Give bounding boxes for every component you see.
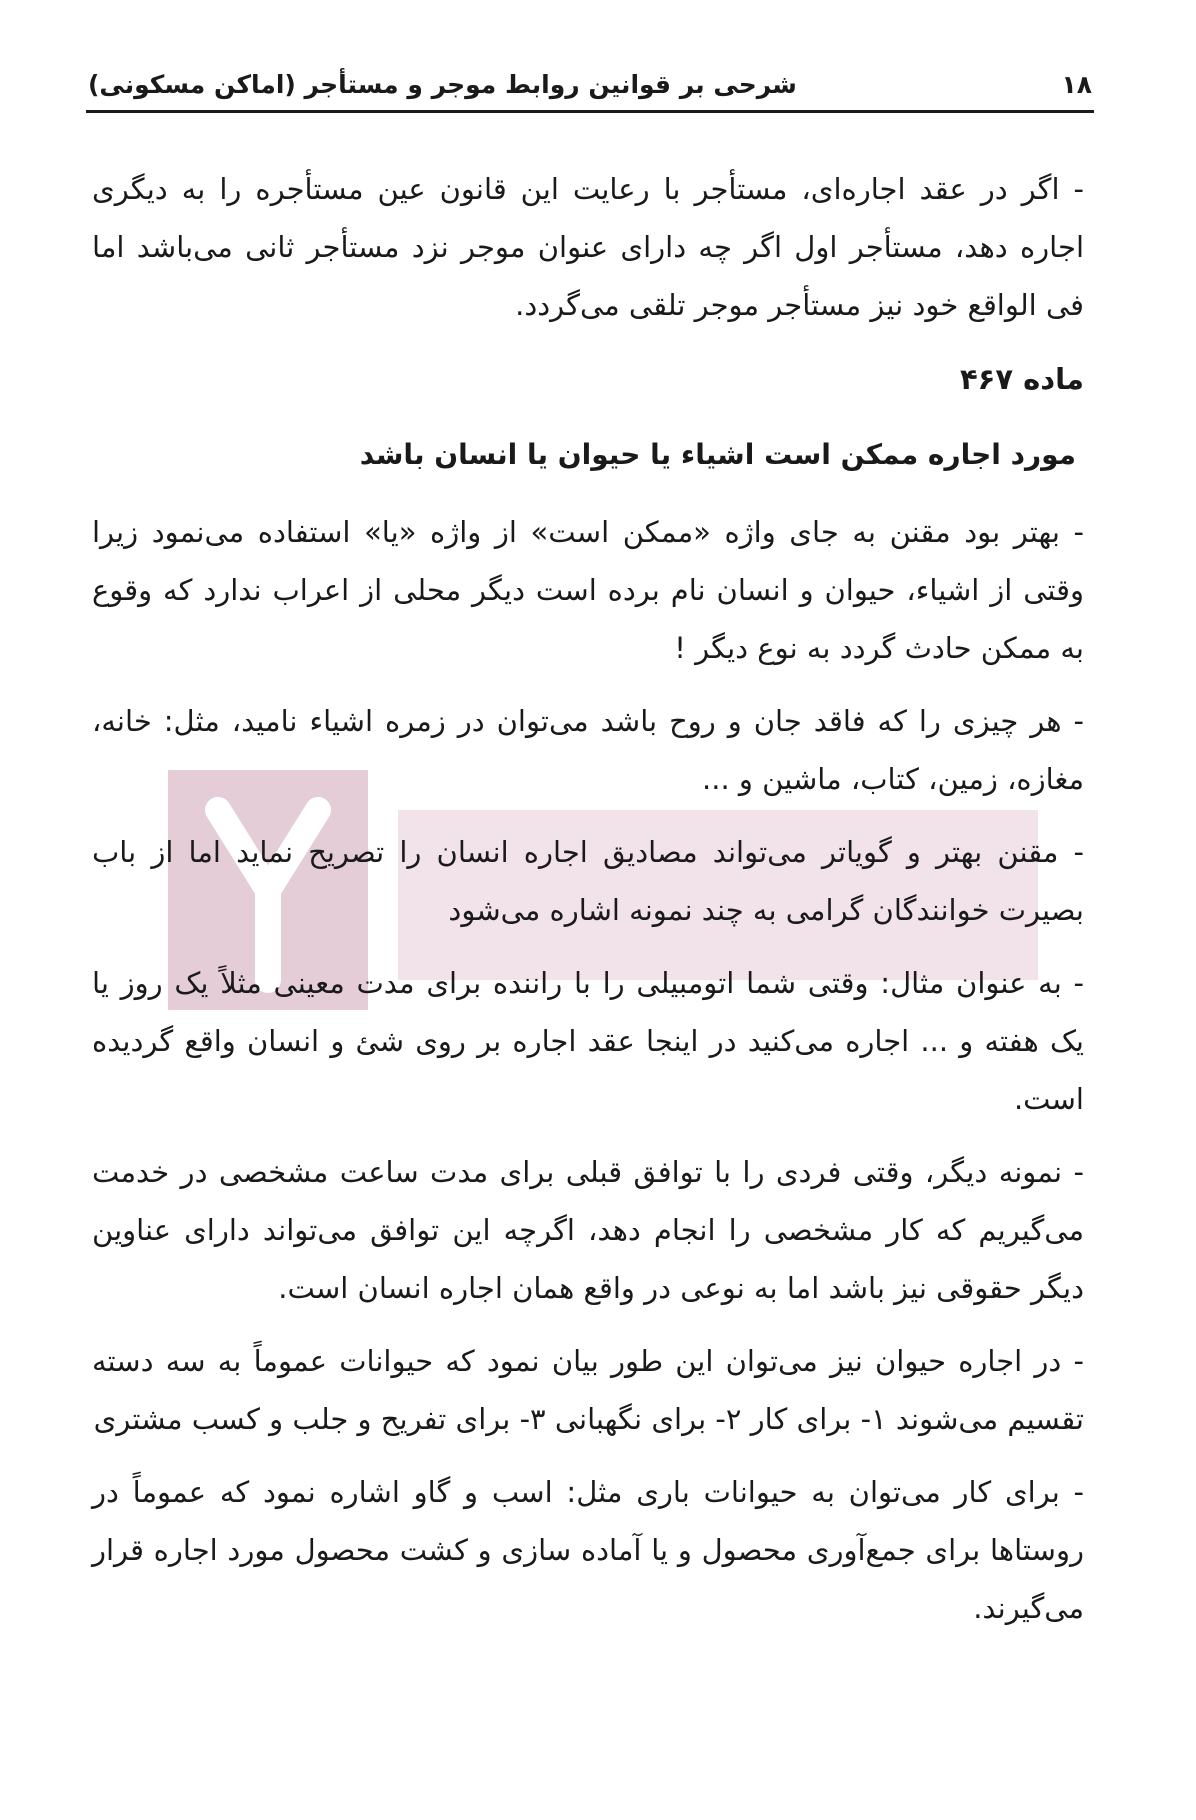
page-number: ۱۸ bbox=[1061, 69, 1092, 99]
paragraph-service-example: - نمونه دیگر، وقتی فردی را با توافق قبلی برای مدت ساعت مشخصی در خدمت می‌گیریم که کار مشخصی را انجام دهد، اگرچه این توافق می‌تواند دارای عناوین دیگر حقوقی نیز باشد اما به نوعی در واقع همان اجاره انسان است. bbox=[92, 1155, 1084, 1305]
paragraph-sublease: - اگر در عقد اجاره‌ای، مستأجر با رعایت این قانون عین مستأجره را به دیگری اجاره دهد، مستأجر اول اگر چه دارای عنوان موجر نزد مستأجر ثانی می‌باشد اما فی الواقع خود نیز مستأجر موجر تلقی می‌گردد. bbox=[92, 172, 1084, 322]
running-title: شرحی بر قوانین روابط موجر و مستأجر (اماکن مسکونی) bbox=[88, 69, 797, 99]
page-body bbox=[92, 160, 1084, 1652]
paragraph-wording-note: - بهتر بود مقنن به جای واژه «ممکن است» از واژه «یا» استفاده می‌نمود زیرا وقتی از اشیاء، حیوان و انسان نام برده است دیگر محلی از اعراب ندارد که وقوع به ممکن حادث گردد به نوع دیگر ! bbox=[92, 515, 1084, 665]
article-text: مورد اجاره ممکن است اشیاء یا حیوان یا انسان باشد bbox=[359, 438, 1076, 471]
paragraph-human-lease: - مقنن بهتر و گویاتر می‌تواند مصادیق اجاره انسان را تصریح نماید اما از باب بصیرت خوانندگان گرامی به چند نمونه اشاره می‌شود bbox=[92, 835, 1084, 927]
header-rule bbox=[86, 110, 1094, 113]
paragraph-objects: - هر چیزی را که فاقد جان و روح باشد می‌توان در زمره اشیاء نامید، مثل: خانه، مغازه، زمین، کتاب، ماشین و ... bbox=[92, 704, 1084, 796]
paragraph-work-animals: - برای کار می‌توان به حیوانات باری مثل: اسب و گاو اشاره نمود که عموماً در روستاها برای جمع‌آوری محصول و یا آماده سازی و کشت محصول مورد اجاره قرار می‌گیرند. bbox=[92, 1475, 1084, 1625]
article-heading: ماده ۴۶۷ bbox=[959, 362, 1084, 396]
paragraph-animal-categories: - در اجاره حیوان نیز می‌توان این طور بیان نمود که حیوانات عموماً به سه دسته تقسیم می‌شوند ۱- برای کار ۲- برای نگهبانی ۳- برای تفریح و جلب و کسب مشتری bbox=[92, 1344, 1084, 1436]
paragraph-car-example: - به عنوان مثال: وقتی شما اتومبیلی را با راننده برای مدت معینی مثلاً یک روز یا یک هفته و ... اجاره می‌کنید در اینجا عقد اجاره بر روی شئ و انسان واقع گردیده است. bbox=[92, 966, 1084, 1116]
running-header bbox=[88, 58, 1092, 110]
